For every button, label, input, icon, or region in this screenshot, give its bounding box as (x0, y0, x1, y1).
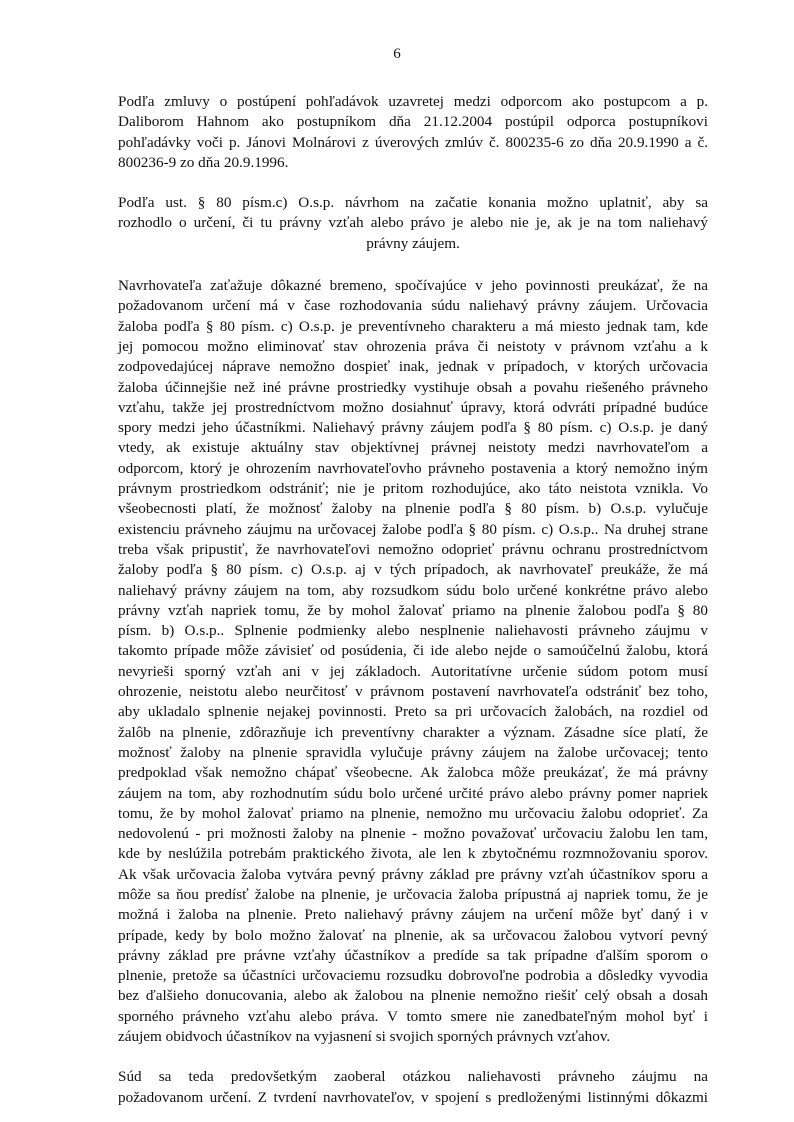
text-line: právny základ pre právne vzťahy účastníkov a predíde sa tak prípadne ďalším sporom o (118, 946, 708, 964)
text-line: spory medzi jeho účastníkmi. Naliehavý právny záujem podľa § 80 písm. c) O.s.p. je daný (118, 419, 708, 437)
text-line: kde by neslúžila potrebám praktického života, ale len k zbytočnému rozmnožovaniu sporov. (118, 845, 708, 863)
text-line: žalôb na plnenie, zdôrazňuje ich preventívny charakter a význam. Zásadne síce platí, že (118, 723, 708, 741)
text-line: právny záujem. (366, 234, 460, 252)
text-line: rozhodlo o určení, či tu právny vzťah alebo právo je alebo nie je, ak je na tom naliehavý (118, 214, 708, 232)
text-line: písm. b) O.s.p.. Splnenie podmienky alebo nesplnenie naliehavosti právneho záujmu v (118, 622, 708, 640)
text-line: 800236-9 zo dňa 20.9.1996. (118, 153, 289, 171)
text-line: predpoklad však nemožno chápať všeobecne. Ak žalobca môže preukázať, že má právny (118, 764, 708, 782)
text-line: Ak však určovacia žaloba vytvára pevný právny základ pre právny vzťah účastníkov sporu a (118, 865, 708, 883)
text-line: treba však pripustiť, že navrhovateľovi nemožno odoprieť právnu ochranu prostredníctvom (118, 540, 708, 558)
text-line: pohľadávky voči p. Jánovi Molnárovi z úverových zmlúv č. 800235-6 zo dňa 20.9.1990 a č. (118, 133, 708, 151)
text-line: Daliborom Hahnom ako postupníkom dňa 21.12.2004 postúpil odporca postupníkovi (118, 113, 708, 131)
text-line: sporného právneho vzťahu alebo práva. V tomto smere nie zanedbateľným mohol byť i (118, 1007, 708, 1025)
text-line: záujem obidvoch účastníkov na vyjasnení si svojich sporných právnych vzťahov. (118, 1028, 611, 1046)
text-line: bez ďalšieho donucovania, alebo ak žalobou na plnenie nemožno riešiť celý obsah a dosah (118, 987, 708, 1005)
text-line: nedovolenú - pri možnosti žaloby na plnenie - možno považovať určovaciu žalobu len tam, (118, 825, 708, 843)
text-line: existenciu právneho záujmu na určovacej žalobe podľa § 80 písm. c) O.s.p.. Na druhej strane (118, 520, 708, 538)
text-line: Súd sa teda predovšetkým zaoberal otázkou naliehavosti právneho záujmu na (118, 1068, 708, 1086)
text-line: vtedy, ak existuje aktuálny stav objektívnej právnej neistoty medzi navrhovateľom a (118, 439, 708, 457)
text-line: ohrozenie, neistotu alebo neurčitosť v právnom postavení navrhovateľa odstrániť bez toho, (118, 683, 708, 701)
text-line: požadovanom určení. Z tvrdení navrhovateľov, v spojení s predloženými listinnými dôkazmi (118, 1088, 708, 1106)
text-line: žaloba účinnejšie než iné právne prostriedky vystihuje obsah a povahu riešeného právneho (118, 378, 708, 396)
paragraph-statute-80c (118, 193, 708, 254)
text-line: žaloba podľa § 80 písm. c) O.s.p. je preventívneho charakteru a má miesto jednak tam, kde (118, 317, 708, 335)
text-line: nevyrieši sporný vzťah ani v jej základoch. Autoritatívne určenie súdom potom musí (118, 662, 708, 680)
text-line: jej pomocou možno eliminovať stav ohrozenia práva či neistoty v právnom vzťahu a k (118, 337, 708, 355)
text-line: Podľa ust. § 80 písm.c) O.s.p. návrhom na začatie konania možno uplatniť, aby sa (118, 194, 708, 212)
paragraph-contract-assignment (118, 92, 708, 173)
text-line: všeobecnosti platí, že možnosť žaloby na plnenie podľa § 80 písm. b) O.s.p. vylučuje (118, 500, 708, 518)
text-line: Navrhovateľa zaťažuje dôkazné bremeno, spočívajúce v jeho povinnosti preukázať, že na (118, 277, 708, 295)
text-line: tomu, že by mohol žalovať priamo na plnenie, nemožno mu určovaciu žalobu odoprieť. Za (118, 804, 708, 822)
text-line: požadovanom určení má v čase rozhodovania súdu naliehavý právny záujem. Určovacia (118, 297, 708, 315)
text-line: vzťahu, takže jej prostredníctvom možno dosiahnuť úpravy, ktorá odvráti prípadné budúce (118, 398, 708, 416)
text-line: žaloby podľa § 80 písm. c) O.s.p. aj v tých prípadoch, ak navrhovateľ preukáže, že má (118, 561, 708, 579)
text-line: možná i žaloba na plnenie. Preto naliehavý právny záujem na určení môže byť daný i v (118, 906, 708, 924)
text-line: takomto prípade môže závisieť od posúdenia, či ide alebo nejde o samoúčelnú žalobu, ktorá (118, 642, 708, 660)
text-line: môže sa ňou predísť žalobe na plnenie, je určovacia žaloba prípustná aj napriek tomu, že je (118, 885, 708, 903)
text-line: právny vzťah napriek tomu, že by mohol žalovať priamo na plnenie žalobou podľa § 80 (118, 601, 708, 619)
text-line: plnenie, pretože sa účastníci určovaciemu rozsudku dobrovoľne podrobia a dôsledky vyvodia (118, 967, 708, 985)
text-line: odporcom, ktorý je ohrozením navrhovateľovho právneho postavenia a ktorý nemožno iným (118, 459, 708, 477)
text-line: zodpovedajúcej náprave nemožno dospieť inak, jednak v prípadoch, v ktorých určovacia (118, 358, 708, 376)
document-body (118, 92, 708, 1108)
text-line: Podľa zmluvy o postúpení pohľadávok uzavretej medzi odporcom ako postupcom a p. (118, 93, 708, 110)
page-number: 6 (393, 46, 401, 62)
paragraph-court-consideration (118, 1067, 708, 1108)
text-line: prípade, kedy by bolo možno žalovať na plnenie, ak sa určovacou žalobou vytvorí pevný (118, 926, 708, 944)
text-line: naliehavý právny záujem na tom, aby rozsudkom súdu bolo určené konkrétne právo alebo (118, 581, 708, 599)
paragraph-burden-of-proof (118, 276, 708, 1047)
text-line: záujem na tom, aby rozhodnutím súdu bolo určené určité právo alebo právny pomer napriek (118, 784, 708, 802)
text-line: aby ukladalo splnenie nejakej povinnosti. Preto sa pri určovacích žalobách, na rozdiel od (118, 703, 708, 721)
text-line: možnosť žaloby na plnenie spravidla vylučuje právny záujem na žalobe určovacej; tento (118, 743, 708, 761)
text-line: právnym prostriedkom odstrániť; nie je pritom rozhodujúce, ako táto neistota vznikla. Vo (118, 480, 708, 498)
